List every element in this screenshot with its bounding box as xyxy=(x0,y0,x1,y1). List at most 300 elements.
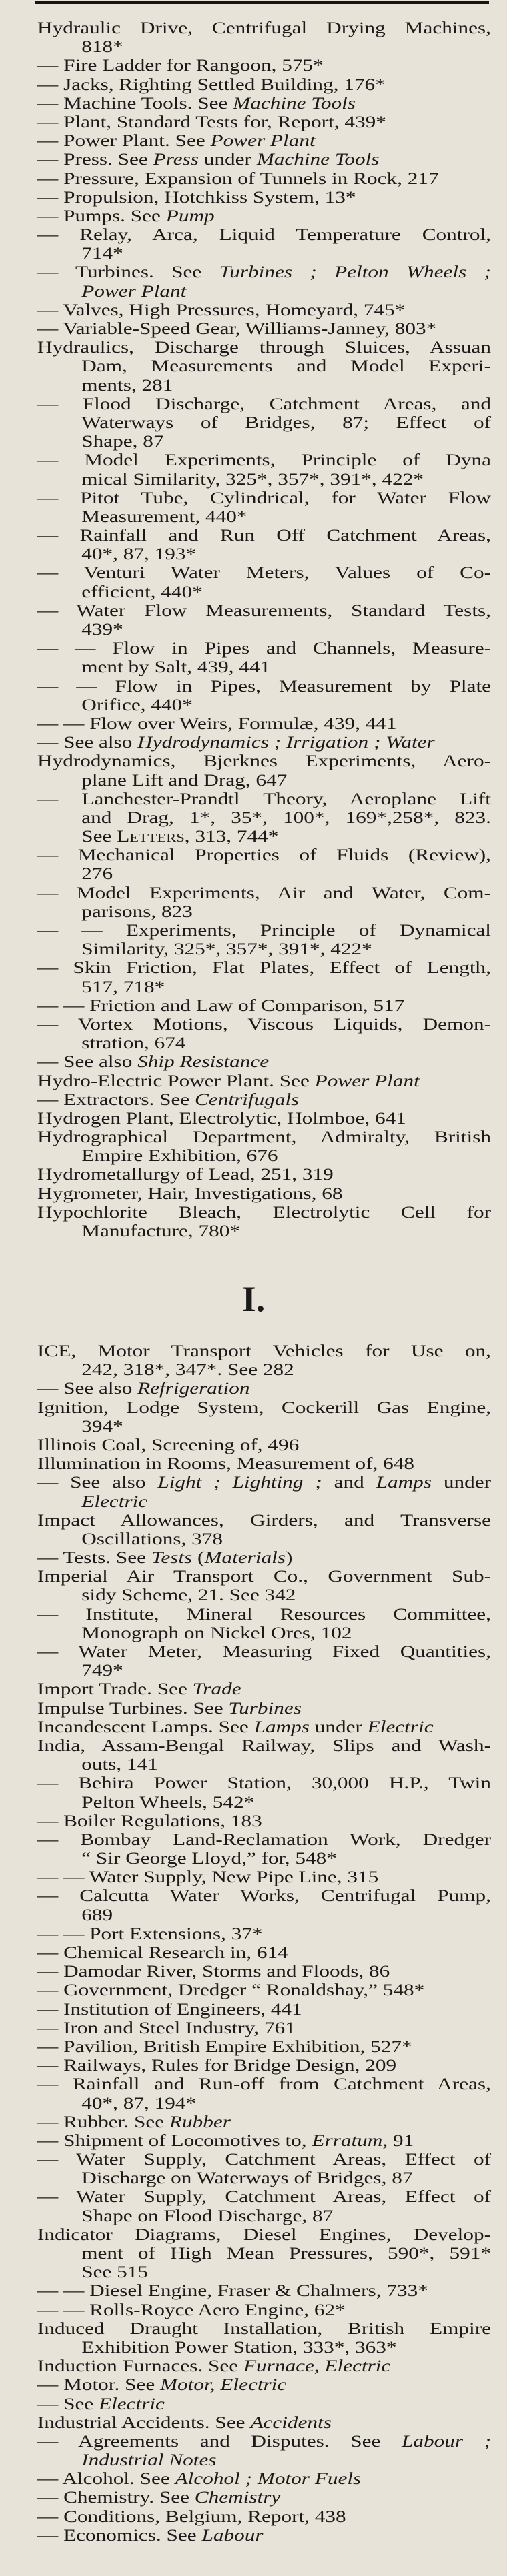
index-section-i xyxy=(37,1342,491,2545)
entry-line xyxy=(37,1072,491,1091)
index-entry xyxy=(37,151,491,169)
entry-text: Oscillations, 378 xyxy=(81,1530,223,1548)
entry-text: 242, 318*, 347*. See 282 xyxy=(81,1361,294,1380)
cross-reference: Pump xyxy=(165,207,215,225)
entry-line xyxy=(37,2151,491,2169)
entry-text: 714* xyxy=(81,245,123,263)
index-entry xyxy=(37,2395,491,2414)
entry-text: — — Experiments, Principle of Dynamical xyxy=(37,922,491,940)
index-entry xyxy=(37,2433,491,2470)
entry-text: stration, 674 xyxy=(81,1034,186,1053)
index-entry xyxy=(37,19,491,57)
entry-line xyxy=(37,2263,491,2282)
entry-line xyxy=(37,377,491,395)
entry-line xyxy=(37,57,491,75)
entry-line xyxy=(37,1963,491,1981)
cross-reference: Machine Tools xyxy=(233,94,356,113)
entry-line xyxy=(37,451,491,470)
entry-line xyxy=(37,1680,491,1699)
entry-line xyxy=(37,151,491,169)
entry-text: 818* xyxy=(81,38,123,57)
index-entry xyxy=(37,2057,491,2075)
entry-text: under xyxy=(309,1718,368,1736)
entry-line xyxy=(37,1906,491,1925)
cross-reference: Power Plant xyxy=(314,1072,420,1090)
index-entry xyxy=(37,1072,491,1091)
entry-text: — — Flow in Pipes and Channels, Measure- xyxy=(37,639,491,658)
entry-line xyxy=(37,1549,491,1568)
entry-line xyxy=(37,95,491,113)
cross-reference: Power Plant xyxy=(210,132,316,151)
entry-text: Hydrometallurgy of Lead, 251, 319 xyxy=(37,1166,334,1184)
entry-text: Hydro-Electric Power Plant. See xyxy=(37,1072,315,1090)
entry-line xyxy=(37,1774,491,1793)
cross-reference: Rubber xyxy=(169,2113,231,2131)
entry-line xyxy=(37,226,491,245)
entry-line xyxy=(37,1380,491,1398)
index-entry xyxy=(37,1887,491,1924)
entry-text: , 313, 744* xyxy=(184,828,279,846)
entry-text: — Pumps. See xyxy=(37,207,166,225)
entry-text: — Extractors. See xyxy=(37,1090,195,1109)
entry-line xyxy=(37,301,491,320)
entry-line xyxy=(37,1147,491,1166)
index-entry xyxy=(37,132,491,151)
entry-line xyxy=(37,1925,491,1944)
index-entry xyxy=(37,884,491,922)
entry-text: , 91 xyxy=(382,2131,414,2150)
entry-text: — Calcutta Water Works, Centrifugal Pump, xyxy=(37,1887,491,1906)
entry-text: Hypochlorite Bleach, Electrolytic Cell for xyxy=(37,1203,491,1222)
entry-line xyxy=(37,678,491,696)
entry-text: — Vortex Motions, Viscous Liquids, Demon- xyxy=(37,1015,491,1034)
index-entry xyxy=(37,1700,491,1718)
cross-reference: Turbines ; Pelton Wheels ; xyxy=(219,263,491,282)
entry-text: ments, 281 xyxy=(81,376,173,395)
entry-line xyxy=(37,263,491,282)
index-entry xyxy=(37,2357,491,2376)
cross-reference: Materials xyxy=(204,1549,286,1568)
entry-text: — Rainfall and Run-off from Catchment Areas, xyxy=(37,2075,491,2094)
index-entry xyxy=(37,2151,491,2188)
entry-line xyxy=(37,433,491,451)
entry-text: 394* xyxy=(81,1417,123,1436)
entry-line xyxy=(37,489,491,508)
entry-line xyxy=(37,1643,491,1662)
index-entry xyxy=(37,1981,491,2000)
index-entry xyxy=(37,922,491,959)
entry-text: Empire Exhibition, 676 xyxy=(81,1147,278,1166)
entry-line xyxy=(37,828,491,846)
entry-line xyxy=(37,2301,491,2320)
entry-line xyxy=(37,508,491,527)
entry-text: Ignition, Lodge System, Cockerill Gas Engine, xyxy=(37,1398,491,1417)
entry-text: — Agreements and Disputes. See xyxy=(37,2432,402,2451)
entry-text: Hydrographical Department, Admiralty, British xyxy=(37,1128,491,1147)
section-letter-heading: I. xyxy=(241,1279,266,1319)
entry-line xyxy=(37,2226,491,2245)
index-entry xyxy=(37,997,491,1016)
entry-text: — Alcohol. See xyxy=(37,2470,175,2489)
index-entry xyxy=(37,2132,491,2151)
entry-line xyxy=(37,2451,491,2470)
index-entry xyxy=(37,564,491,601)
entry-text: ment of High Mean Pressures, 590*, 591* xyxy=(81,2245,491,2263)
entry-line xyxy=(37,1812,491,1831)
entry-line xyxy=(37,658,491,677)
index-entry xyxy=(37,1812,491,1831)
index-entry xyxy=(37,1204,491,1241)
entry-line xyxy=(37,1662,491,1680)
index-entry xyxy=(37,1868,491,1887)
entry-line xyxy=(37,76,491,95)
entry-text: Incandescent Lamps. See xyxy=(37,1718,254,1736)
cross-reference: Furnace, Electric xyxy=(243,2357,391,2376)
index-entry xyxy=(37,1016,491,1053)
entry-text: Discharge on Waterways of Bridges, 87 xyxy=(81,2169,413,2188)
entry-text: Illinois Coal, Screening of, 496 xyxy=(37,1436,300,1454)
entry-line xyxy=(37,621,491,639)
entry-line xyxy=(37,865,491,884)
entry-line xyxy=(37,170,491,189)
entry-text: “ Sir George Lloyd,” for, 548* xyxy=(81,1850,337,1868)
entry-text: outs, 141 xyxy=(81,1756,158,1774)
entry-text: 749* xyxy=(81,1662,123,1680)
cross-reference: Trade xyxy=(192,1680,241,1699)
index-entry xyxy=(37,1512,491,1549)
entry-text: Similarity, 325*, 357*, 391*, 422* xyxy=(81,940,372,959)
entry-line xyxy=(37,1361,491,1380)
entry-line xyxy=(37,2132,491,2151)
index-entry xyxy=(37,959,491,996)
entry-text: — Water Flow Measurements, Standard Tests, xyxy=(37,601,491,620)
entry-text: Indicator Diagrams, Diesel Engines, Develop- xyxy=(37,2225,491,2244)
entry-text: — Iron and Steel Industry, 761 xyxy=(37,2019,296,2037)
entry-line xyxy=(37,1568,491,1586)
entry-line xyxy=(37,320,491,339)
index-entry xyxy=(37,639,491,677)
entry-text: — — Flow over Weirs, Formulæ, 439, 441 xyxy=(37,714,397,733)
entry-text: — Model Experiments, Principle of Dyna xyxy=(37,451,491,470)
entry-line xyxy=(37,564,491,583)
index-entry xyxy=(37,226,491,263)
index-entry xyxy=(37,1474,491,1511)
entry-line xyxy=(37,1700,491,1718)
index-entry xyxy=(37,2075,491,2113)
entry-text: Induced Draught Installation, British Empire xyxy=(37,2319,491,2338)
index-entry xyxy=(37,752,491,790)
index-entry xyxy=(37,263,491,301)
entry-text: — Press. See xyxy=(37,151,153,169)
entry-text: ment by Salt, 439, 441 xyxy=(81,658,271,677)
entry-line xyxy=(37,959,491,978)
index-entry xyxy=(37,76,491,95)
entry-line xyxy=(37,2057,491,2075)
cross-reference: Alcohol ; Motor Fuels xyxy=(175,2470,362,2489)
entry-text: — Pressure, Expansion of Tunnels in Rock, 217 xyxy=(37,169,439,188)
entry-line xyxy=(37,414,491,433)
entry-text: ICE, Motor Transport Vehicles for Use on, xyxy=(37,1342,491,1360)
entry-line xyxy=(37,2433,491,2451)
entry-line xyxy=(37,602,491,621)
entry-line xyxy=(37,790,491,809)
entry-text: — Institute, Mineral Resources Committee, xyxy=(37,1605,491,1624)
entry-text: — See xyxy=(37,2395,99,2413)
index-entry xyxy=(37,301,491,320)
entry-line xyxy=(37,1530,491,1549)
entry-line xyxy=(37,1756,491,1774)
cross-reference: Electric xyxy=(367,1718,434,1736)
entry-line xyxy=(37,1399,491,1418)
entry-line xyxy=(37,696,491,715)
index-entry xyxy=(37,1737,491,1774)
entry-text: parisons, 823 xyxy=(81,902,193,921)
index-entry xyxy=(37,1091,491,1110)
entry-text: Shape, 87 xyxy=(81,433,164,451)
cross-reference: Motor, Electric xyxy=(160,2376,287,2395)
entry-text: — Machine Tools. See xyxy=(37,94,233,113)
entry-text: — Boiler Regulations, 183 xyxy=(37,1812,262,1830)
entry-line xyxy=(37,809,491,828)
entry-line xyxy=(37,903,491,922)
entry-line xyxy=(37,2075,491,2094)
entry-line xyxy=(37,2019,491,2038)
entry-text: Waterways of Bridges, 87; Effect of xyxy=(81,413,491,432)
cross-reference-smallcaps: Letters xyxy=(117,828,185,846)
entry-line xyxy=(37,1586,491,1605)
index-entry xyxy=(37,2376,491,2395)
entry-line xyxy=(37,1016,491,1034)
entry-text: — Shipment of Locomotives to, xyxy=(37,2131,312,2150)
entry-line xyxy=(37,734,491,752)
entry-line xyxy=(37,1222,491,1241)
entry-line xyxy=(37,545,491,564)
entry-line xyxy=(37,2470,491,2489)
index-entry xyxy=(37,1718,491,1737)
index-entry xyxy=(37,1774,491,1812)
entry-text: Shape on Flood Discharge, 87 xyxy=(81,2207,334,2225)
index-entry xyxy=(37,320,491,339)
entry-line xyxy=(37,2113,491,2132)
entry-line xyxy=(37,1418,491,1436)
entry-text: — Water Supply, Catchment Areas, Effect of xyxy=(37,2188,491,2207)
entry-text: — Venturi Water Meters, Values of Co- xyxy=(37,564,491,583)
index-entry xyxy=(37,1455,491,1474)
entry-text: — Rubber. See xyxy=(37,2113,169,2131)
index-entry xyxy=(37,2508,491,2527)
entry-line xyxy=(37,2414,491,2433)
entry-line xyxy=(37,2095,491,2113)
entry-text: See xyxy=(81,828,117,846)
entry-text: Measurement, 440* xyxy=(81,507,247,526)
index-entry xyxy=(37,1549,491,1568)
entry-text: Pelton Wheels, 542* xyxy=(81,1793,255,1812)
entry-line xyxy=(37,38,491,57)
entry-text: — See also xyxy=(37,1474,158,1492)
entry-line xyxy=(37,283,491,301)
entry-line xyxy=(37,1053,491,1072)
top-rule xyxy=(35,1,489,4)
entry-line xyxy=(37,395,491,414)
entry-text: — Fire Ladder for Rangoon, 575* xyxy=(37,57,324,75)
entry-line xyxy=(37,2357,491,2376)
cross-reference: Electric xyxy=(99,2395,165,2413)
entry-text: 276 xyxy=(81,865,113,884)
cross-reference: Erratum xyxy=(312,2131,383,2150)
entry-text: — Jacks, Righting Settled Building, 176* xyxy=(37,75,386,94)
entry-text: — Motor. See xyxy=(37,2376,161,2395)
entry-line xyxy=(37,339,491,357)
entry-text: plane Lift and Drag, 647 xyxy=(81,771,288,790)
cross-reference: Labour ; xyxy=(401,2432,491,2451)
entry-text: — See also xyxy=(37,1053,138,1072)
entry-text: — — Rolls-Royce Aero Engine, 62* xyxy=(37,2301,346,2319)
index-entry xyxy=(37,2113,491,2132)
cross-reference: Chemistry xyxy=(194,2489,281,2507)
index-entry xyxy=(37,1380,491,1398)
entry-line xyxy=(37,583,491,602)
entry-text: — Conditions, Belgium, Report, 438 xyxy=(37,2507,346,2526)
entry-text: — See also xyxy=(37,734,138,752)
index-entry xyxy=(37,395,491,452)
index-entry xyxy=(37,846,491,884)
entry-text: Illumination in Rooms, Measurement of, 648 xyxy=(37,1455,415,1474)
cross-reference: Turbines xyxy=(228,1699,302,1718)
index-entry xyxy=(37,2320,491,2357)
entry-line xyxy=(37,2395,491,2414)
index-entry xyxy=(37,339,491,395)
entry-text: — Economics. See xyxy=(37,2526,202,2545)
entry-line xyxy=(37,2207,491,2226)
entry-line xyxy=(37,1128,491,1147)
entry-text: and Drag, 1*, 35*, 100*, 169*,258*, 823. xyxy=(81,808,491,827)
index-entry xyxy=(37,1680,491,1699)
entry-text: — Skin Friction, Flat Plates, Effect of Length, xyxy=(37,959,491,978)
entry-line xyxy=(37,1110,491,1128)
index-entry xyxy=(37,734,491,752)
entry-text: — Variable-Speed Gear, Williams-Janney, 803* xyxy=(37,320,437,338)
entry-line xyxy=(37,1436,491,1455)
index-entry xyxy=(37,2414,491,2433)
entry-line xyxy=(37,1868,491,1887)
entry-text: — Water Meter, Measuring Fixed Quantities, xyxy=(37,1643,491,1661)
entry-text: 689 xyxy=(81,1906,113,1924)
entry-text: — Damodar River, Storms and Floods, 86 xyxy=(37,1963,390,1981)
entry-line xyxy=(37,1606,491,1624)
entry-line xyxy=(37,2508,491,2527)
entry-line xyxy=(37,113,491,132)
entry-line xyxy=(37,1944,491,1963)
entry-text: — See also xyxy=(37,1380,138,1398)
index-entry xyxy=(37,2019,491,2038)
index-entry xyxy=(37,1643,491,1680)
entry-line xyxy=(37,940,491,959)
entry-line xyxy=(37,189,491,207)
index-entry xyxy=(37,1963,491,1981)
entry-text: Industrial Accidents. See xyxy=(37,2413,251,2432)
entry-text: See 515 xyxy=(81,2263,149,2282)
entry-line xyxy=(37,1185,491,1204)
cross-reference: Ship Resistance xyxy=(137,1053,270,1072)
entry-text: Monograph on Nickel Ores, 102 xyxy=(81,1624,352,1642)
entry-text: Manufacture, 780* xyxy=(81,1222,241,1240)
entry-text: 439* xyxy=(81,621,123,639)
index-entry xyxy=(37,1436,491,1455)
entry-line xyxy=(37,1981,491,2000)
entry-line xyxy=(37,1342,491,1361)
entry-line xyxy=(37,1166,491,1184)
index-entry xyxy=(37,527,491,564)
index-entry xyxy=(37,2301,491,2320)
entry-text: — Valves, High Pressures, Homeyard, 745* xyxy=(37,301,406,319)
index-entry xyxy=(37,1342,491,1380)
cross-reference: Labour xyxy=(201,2526,264,2545)
entry-line xyxy=(37,1091,491,1110)
entry-text: — Chemistry. See xyxy=(37,2489,195,2507)
index-entry xyxy=(37,95,491,113)
entry-text: — Relay, Arca, Liquid Temperature Control, xyxy=(37,226,491,245)
entry-text: 40*, 87, 194* xyxy=(81,2094,197,2113)
entry-line xyxy=(37,1624,491,1643)
entry-text: mical Similarity, 325*, 357*, 391*, 422* xyxy=(81,470,424,489)
index-entry xyxy=(37,57,491,75)
entry-text: — Model Experiments, Air and Water, Com- xyxy=(37,884,491,902)
entry-text: Hydrodynamics, Bjerknes Experiments, Aero- xyxy=(37,752,491,771)
entry-text: Exhibition Power Station, 333*, 363* xyxy=(81,2338,397,2357)
entry-line xyxy=(37,245,491,263)
entry-line xyxy=(37,1794,491,1812)
entry-text: — Turbines. See xyxy=(37,263,219,282)
cross-reference: Tests xyxy=(151,1549,193,1568)
entry-line xyxy=(37,2320,491,2339)
entry-text: — Pitot Tube, Cylindrical, for Water Flow xyxy=(37,489,491,507)
entry-line xyxy=(37,2489,491,2507)
cross-reference: Light ; Lighting ; xyxy=(157,1474,322,1492)
entry-line xyxy=(37,1850,491,1868)
entry-text: — Power Plant. See xyxy=(37,132,211,151)
entry-text: — Chemical Research in, 614 xyxy=(37,1944,288,1962)
entry-text: sidy Scheme, 21. See 342 xyxy=(81,1586,296,1605)
entry-line xyxy=(37,997,491,1016)
cross-reference: Press xyxy=(153,151,199,169)
entry-line xyxy=(37,846,491,865)
entry-line xyxy=(37,922,491,940)
cross-reference: Centrifugals xyxy=(195,1090,300,1109)
entry-line xyxy=(37,2282,491,2301)
index-entry xyxy=(37,2038,491,2057)
entry-line xyxy=(37,639,491,658)
entry-text: efficient, 440* xyxy=(81,583,203,601)
entry-line xyxy=(37,715,491,734)
entry-line xyxy=(37,357,491,376)
index-entry xyxy=(37,1185,491,1204)
cross-reference: Electric xyxy=(81,1492,148,1511)
entry-text: — — Diesel Engine, Fraser & Chalmers, 733* xyxy=(37,2282,428,2301)
entry-text: — Plant, Standard Tests for, Report, 439* xyxy=(37,113,386,131)
index-entry xyxy=(37,1110,491,1128)
entry-line xyxy=(37,1493,491,1512)
index-entry xyxy=(37,1053,491,1072)
entry-line xyxy=(37,527,491,545)
entry-text: — — Flow in Pipes, Measurement by Plate xyxy=(37,677,491,696)
entry-line xyxy=(37,2245,491,2263)
index-entry xyxy=(37,1831,491,1868)
entry-text: — Institution of Engineers, 441 xyxy=(37,2000,302,2019)
index-entry xyxy=(37,189,491,207)
entry-text: — Propulsion, Hotchkiss System, 13* xyxy=(37,188,356,207)
cross-reference: Power Plant xyxy=(81,282,187,301)
entry-text: 517, 718* xyxy=(81,978,165,996)
